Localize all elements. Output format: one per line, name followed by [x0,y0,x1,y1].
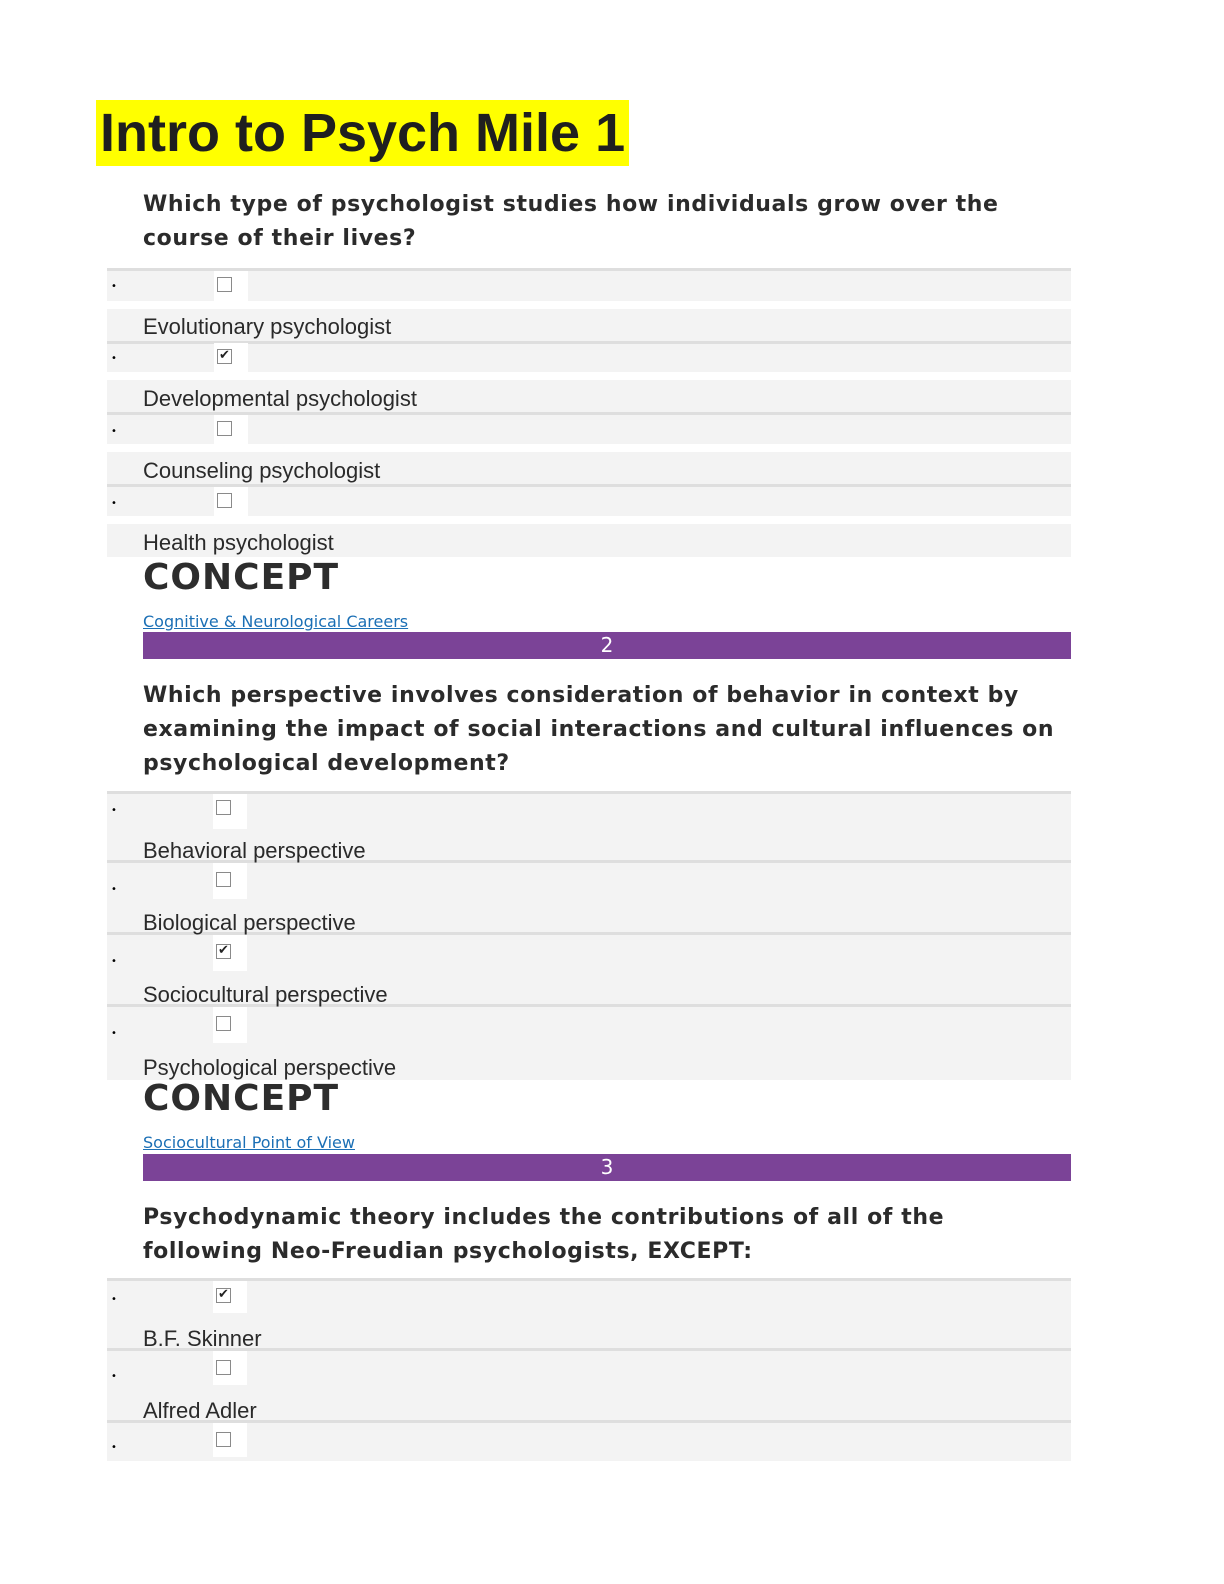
concept-heading: CONCEPT [143,1078,340,1119]
bullet: • [111,884,117,895]
bullet: • [111,805,117,816]
bullet: • [111,956,117,967]
option-checkbox[interactable] [217,277,232,292]
option-label: Psychological perspective [143,1055,397,1080]
option-label: B.F. Skinner [143,1326,262,1351]
bullet: • [111,1028,117,1039]
concept-link[interactable]: Sociocultural Point of View [143,1133,355,1152]
option-checkbox[interactable] [217,493,232,508]
option-checkbox[interactable] [216,872,231,887]
concept-link[interactable]: Cognitive & Neurological Careers [143,612,409,631]
option-row [107,487,1071,516]
question-number-bar: 2 [143,632,1071,659]
bullet: • [111,281,117,292]
option-label: Counseling psychologist [143,458,381,483]
question-1-text: Which type of psychologist studies how individuals grow over the course of their lives? [143,192,999,251]
bullet: • [111,426,117,437]
option-label: Behavioral perspective [143,838,366,863]
option-row [107,271,1071,301]
option-checkbox[interactable] [216,1016,231,1031]
bullet: • [111,1294,117,1305]
option-checkbox-checked[interactable] [217,349,232,364]
option-label: Sociocultural perspective [143,982,388,1007]
option-checkbox[interactable] [217,421,232,436]
option-row [107,344,1071,372]
option-label: Developmental psychologist [143,386,417,411]
checkmark-icon: ✔ [218,943,229,958]
checkmark-icon: ✔ [219,348,230,363]
concept-heading: CONCEPT [143,557,340,598]
bullet: • [111,353,117,364]
bullet: • [111,498,117,509]
option-label: Health psychologist [143,530,334,555]
option-checkbox[interactable] [216,800,231,815]
bullet: • [111,1442,117,1453]
question-2-text: Which perspective involves consideration of behavior in context by examining the impact of social interactions and cultural influences on psychological development? [143,683,1055,776]
option-label: Evolutionary psychologist [143,314,392,339]
option-checkbox[interactable] [216,1432,231,1447]
option-checkbox-checked[interactable] [216,944,231,959]
option-label: Biological perspective [143,910,356,935]
checkmark-icon: ✔ [218,1287,229,1302]
option-row [107,415,1071,444]
option-row [107,1423,1071,1461]
option-checkbox[interactable] [216,1360,231,1375]
option-checkbox-checked[interactable] [216,1288,231,1303]
page-title: Intro to Psych Mile 1 [96,100,629,166]
question-3-text: Psychodynamic theory includes the contributions of all of the following Neo-Freudian psychologists, EXCEPT: [143,1205,945,1264]
bullet: • [111,1371,117,1382]
option-label: Alfred Adler [143,1398,257,1423]
question-number-bar: 3 [143,1154,1071,1181]
